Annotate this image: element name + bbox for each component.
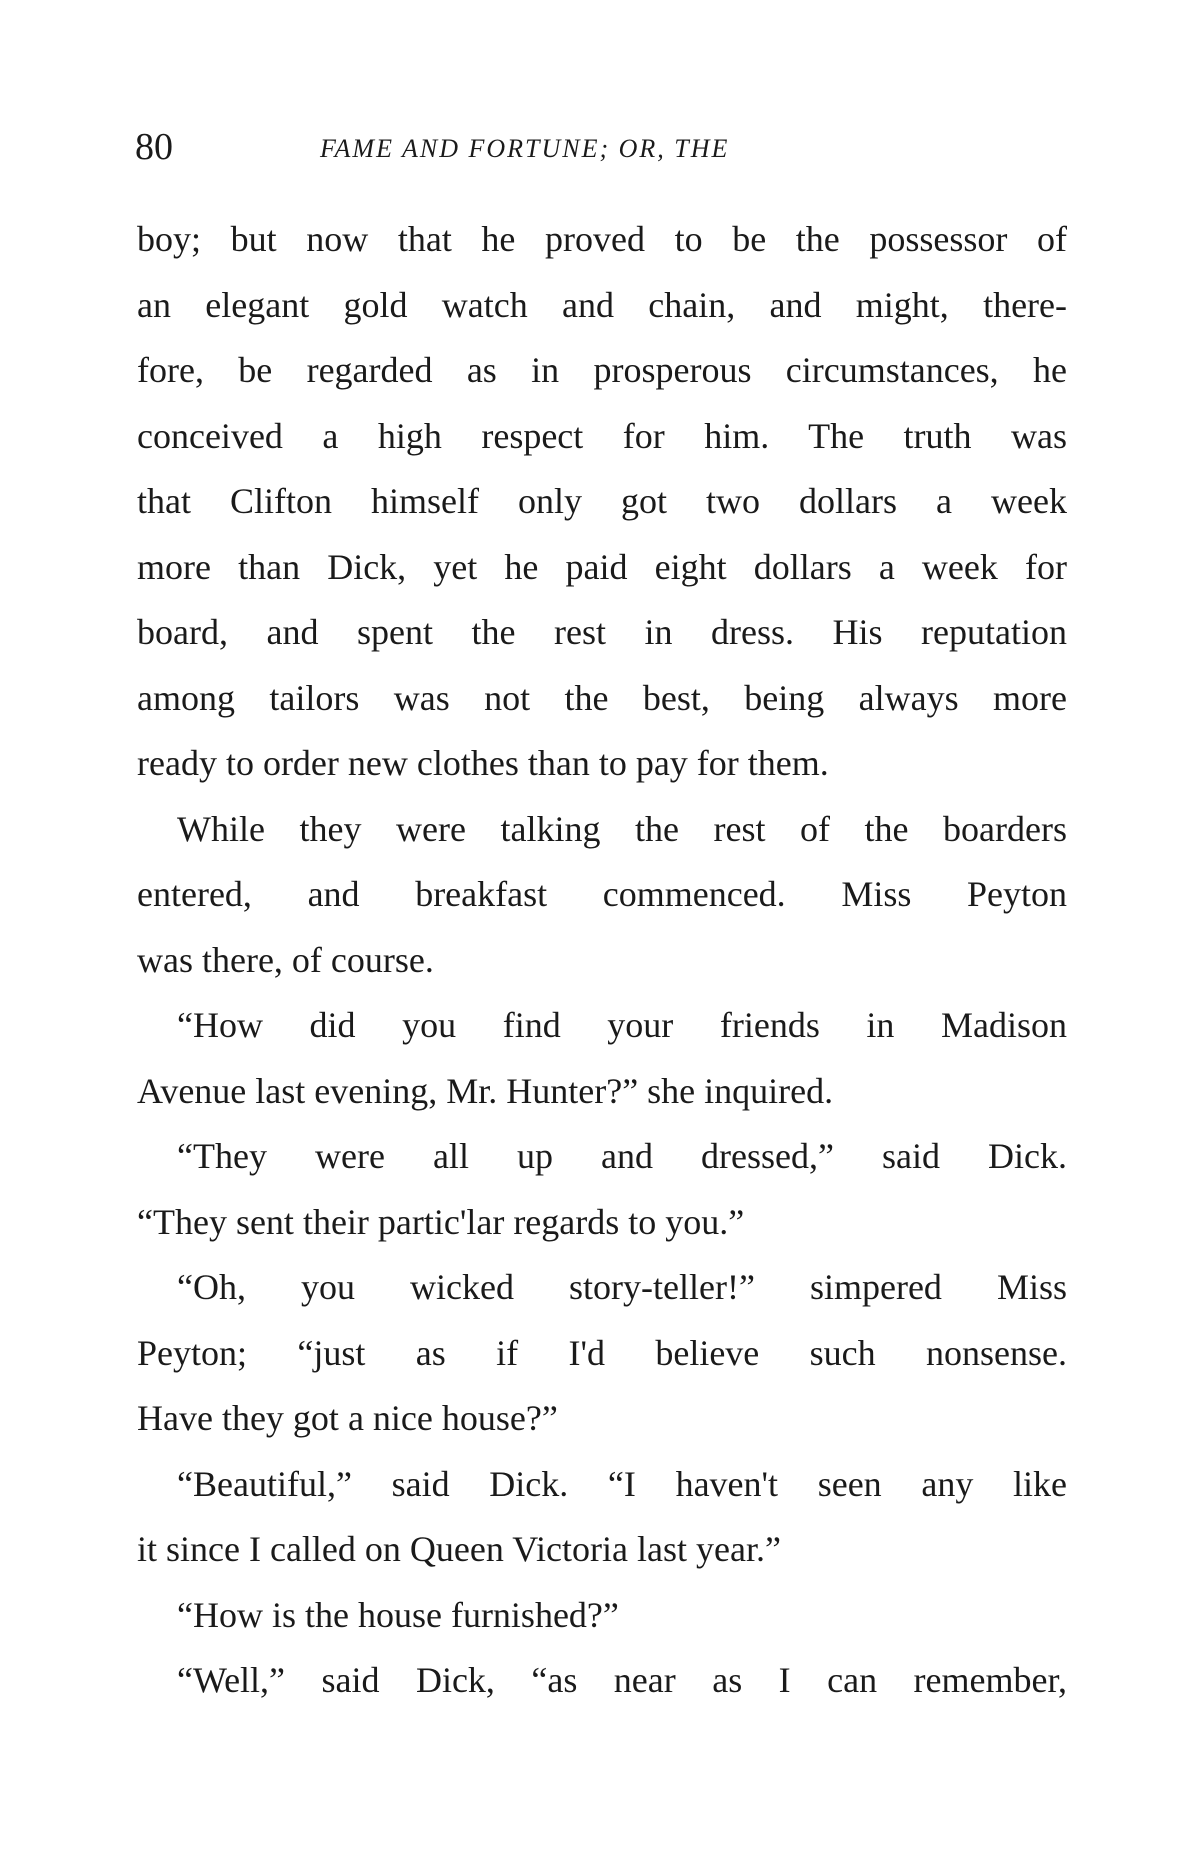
text-line: While they were talking the rest of the boarders bbox=[177, 808, 1067, 849]
page-number: 80 bbox=[135, 126, 173, 168]
text-line: it since I called on Queen Victoria last year.” bbox=[137, 1529, 781, 1569]
text-line: was there, of course. bbox=[137, 939, 434, 980]
text-line: fore, be regarded as in prosperous circumstances, he bbox=[137, 350, 1067, 390]
page-header bbox=[135, 122, 1080, 172]
text-line: entered, and breakfast commenced. Miss Peyton bbox=[137, 874, 1067, 914]
text-line: “They sent their partic'lar regards to you.” bbox=[137, 1201, 745, 1242]
text-line: conceived a high respect for him. The truth was bbox=[137, 415, 1067, 456]
text-line: “How did you find your friends in Madison bbox=[177, 1005, 1067, 1045]
body-text bbox=[137, 207, 1067, 1714]
text-line: boy; but now that he proved to be the possessor of bbox=[137, 219, 1067, 259]
text-line: ready to order new clothes than to pay for them. bbox=[137, 743, 829, 783]
text-line: “They were all up and dressed,” said Dick. bbox=[177, 1136, 1067, 1176]
text-line: “Beautiful,” said Dick. “I haven't seen any like bbox=[177, 1463, 1067, 1504]
running-head: FAME AND FORTUNE; OR, THE bbox=[320, 134, 730, 163]
text-line: Have they got a nice house?” bbox=[137, 1398, 558, 1438]
text-line: “How is the house furnished?” bbox=[177, 1594, 619, 1635]
text-line: board, and spent the rest in dress. His reputation bbox=[137, 612, 1067, 652]
text-line: among tailors was not the best, being always more bbox=[137, 677, 1067, 718]
text-line: more than Dick, yet he paid eight dollars a week for bbox=[137, 546, 1067, 587]
text-line: Peyton; “just as if I'd believe such nonsense. bbox=[137, 1332, 1067, 1373]
text-line: an elegant gold watch and chain, and might, there- bbox=[137, 284, 1067, 325]
text-line: that Clifton himself only got two dollars a week bbox=[137, 481, 1067, 521]
text-line: Avenue last evening, Mr. Hunter?” she inquired. bbox=[137, 1070, 834, 1111]
text-line: “Well,” said Dick, “as near as I can remember, bbox=[177, 1660, 1067, 1700]
text-line: “Oh, you wicked story-teller!” simpered Miss bbox=[177, 1267, 1067, 1307]
